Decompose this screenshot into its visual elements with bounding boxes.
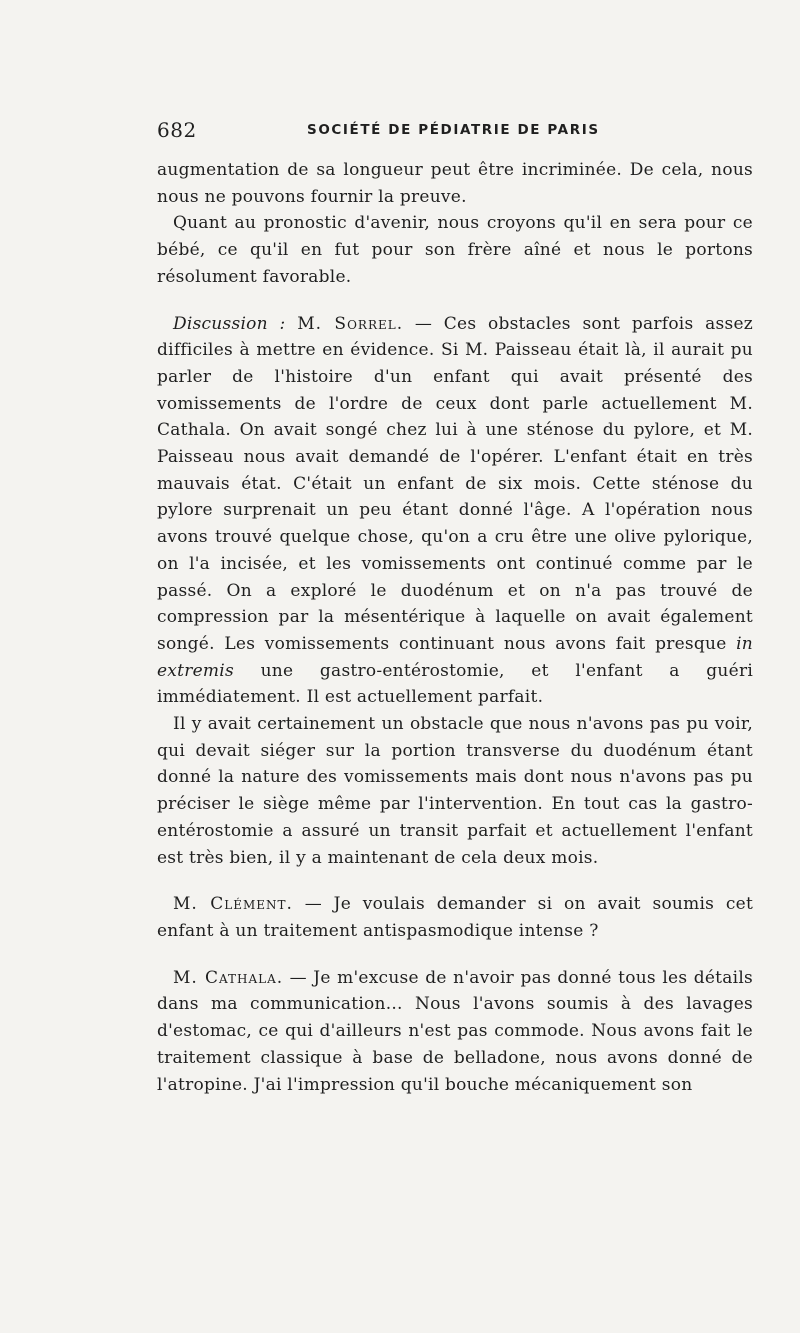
discussion-text: — Ces obstacles sont parfois assez difficiles à mettre en évidence. Si M. Paisseau était là, il aurait pu parler de l'histoire d'un enfant qui avait présenté des vomissements de l'ordre de ceux dont parle actuellement M. Cathala. On avait songé chez lui à une sténose du pylore, et M. Paisseau nous avait demandé de l'opérer. L'enfant était en très mauvais état. C'était un enfant de six mois. Cette sténose du pylore surprenait un peu étant donné l'âge. A l'opération nous avons trouvé quelque chose, qu'on a cru être une olive pylorique, on l'a incisée, et les vomissements ont continué comme par le passé. On a exploré le duodénum et on n'a pas trouvé de compression par la mésentérique à laquelle on avait également songé. Les vomissements continuant nous avons fait presque <box>157 313 753 654</box>
page-header <box>157 118 753 142</box>
paragraph-4: Il y avait certainement un obstacle que nous n'avons pas pu voir, qui devait siéger sur la portion transverse du duodénum étant donné la nature des vomissements mais dont nous n'avons pas pu préciser le siège même par l'intervention. En tout cas la gastro-entérostomie a assuré un transit parfait et actuellement l'enfant est très bien, il y a maintenant de cela deux mois. <box>157 714 753 868</box>
page-number: 682 <box>157 118 197 142</box>
speaker-cathala: M. Cathala. <box>173 967 284 988</box>
discussion-text-end: une gastro-entérostomie, et l'enfant a guéri immédiatement. Il est actuellement parfait. <box>157 660 754 708</box>
paragraph-cathala <box>157 965 753 1099</box>
paragraph-2: Quant au pronostic d'avenir, nous croyons qu'il en sera pour ce bébé, ce qu'il en fut pour son frère aîné et nous le portons résolument favorable. <box>157 213 753 287</box>
paragraph-1: augmentation de sa longueur peut être incriminée. De cela, nous nous ne pouvons fournir la preuve. <box>157 160 753 207</box>
clement-text: — Je voulais demander si on avait soumis cet enfant à un traitement antispasmodique intense ? <box>157 894 754 941</box>
speaker-clement: M. Clément. <box>173 894 293 915</box>
paragraph-clement <box>157 891 753 944</box>
speaker-sorrel: M. Sorrel. <box>297 313 404 334</box>
discussion-label: Discussion : <box>173 313 286 334</box>
latin-phrase: in extremis <box>157 633 754 681</box>
cathala-text: — Je m'excuse de n'avoir pas donné tous les détails dans ma communication... Nous l'avons soumis à des lavages d'estomac, ce qui d'ailleurs n'est pas commode. Nous avons fait le traitement classique à base de belladone, nous avons donné de l'atropine. J'ai l'impression qu'il bouche mécaniquement son <box>157 967 753 1095</box>
page-body <box>157 157 753 1098</box>
running-title: SOCIÉTÉ DE PÉDIATRIE DE PARIS <box>307 122 600 138</box>
paragraph-discussion <box>157 311 753 712</box>
